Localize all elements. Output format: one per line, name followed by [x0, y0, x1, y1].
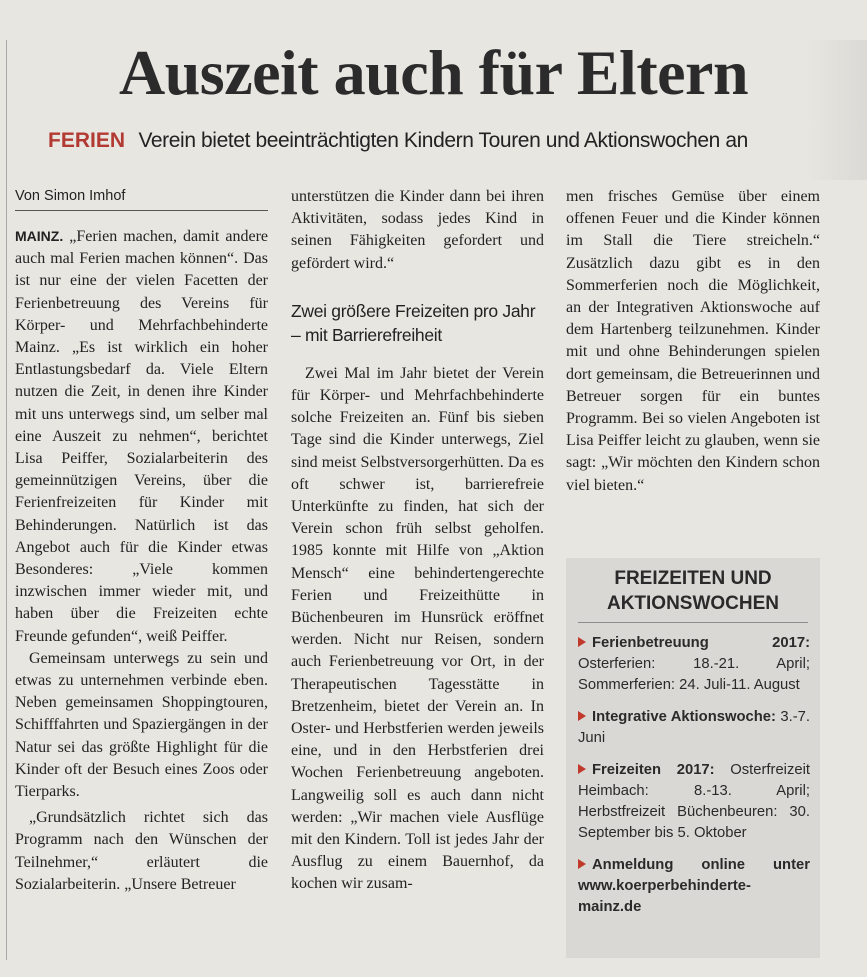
paragraph: Zwei Mal im Jahr bietet der Verein für Körper- und Mehrfachbehinderte solche Freizeiten an. Fünf bis sieben Tage sind die Kinder unterwegs, Ziel sind meist Selbstversorgerhütten. Da es oft schwer ist, barrierefreie Unterkünfte zu finden, hat sich der Verein schon früh selbst geholfen. 1985 konnte mit Hilfe von „Aktion Mensch“ eine behindertengerechte Ferien und Freizeithütte in Büchenbeuren im Hunsrück eröffnet werden. Nicht nur Reisen, sondern auch Ferienbetreuung vor Ort, in der Therapeutischen Tagesstätte in Bretzenheim, bietet der Verein an. In Oster- und Herbstferien werden jeweils eine, und in den Herbstferien drei Wochen Ferienbetreuung angeboten. Langweilig soll es auch dann nicht werden: „Wir machen viele Ausflüge mit den Kindern. Toll ist jedes Jahr der Ausflug zu einem Bauernhof, da kochen wir zusam-: [291, 364, 544, 893]
subheadline: Verein bietet beeinträchtigten Kindern Touren und Aktionswochen an: [138, 129, 748, 152]
info-item: [578, 855, 810, 918]
headline: Auszeit auch für Eltern: [118, 37, 749, 108]
info-item-text: 3.-7. Juni: [578, 709, 810, 746]
triangle-bullet-icon: [578, 764, 586, 774]
dateline: MAINZ.: [15, 228, 64, 244]
info-item-text: Osterfreizeit Heimbach: 8.-13. April; Herbstfreizeit Büchenbeuren: 30. September bis 5. Oktober: [578, 762, 810, 841]
info-item-text: Osterferien: 18.-21. April; Sommerferien: 24. Juli-11. August: [578, 656, 810, 693]
triangle-bullet-icon: [578, 637, 586, 647]
subheadline-row: [48, 127, 748, 155]
section-subhead: Zwei größere Freizeiten pro Jahr – mit Barrierefreiheit: [291, 300, 536, 345]
registration-link[interactable]: Anmeldung online unter www.koerperbehinderte-mainz.de: [578, 857, 810, 915]
paragraph: men frisches Gemüse über einem offenen Feuer und die Kinder können im Stall die Tiere streicheln.“ Zusätzlich dazu gibt es in den Sommerferien noch die Möglichkeit, an der Integrativen Aktionswoche auf dem Hartenberg teilzunehmen. Kinder mit und ohne Behinderungen spielen dort gemeinsam, die Betreuerinnen und Betreuer sorgen für ein buntes Programm. Bei so vielen Angeboten ist Lisa Peiffer leicht zu glauben, wenn sie sagt: „Wir möchten den Kindern schon viel bieten.“: [566, 188, 820, 494]
paragraph: unterstützen die Kinder dann bei ihren Aktivitäten, sodass jedes Kind in seinen Fähigkeiten gefordert und gefördert wird.“: [291, 188, 544, 272]
info-item: [578, 760, 810, 844]
kicker: FERIEN: [48, 129, 126, 152]
info-box-title: FREIZEITEN UND AKTIONSWOCHEN: [578, 558, 808, 623]
info-item-head: Freizeiten 2017:: [592, 762, 715, 778]
info-box-list: [566, 623, 820, 918]
article-column-1: [15, 186, 268, 896]
column-rule: [6, 40, 7, 960]
article-column-3: [566, 186, 820, 497]
triangle-bullet-icon: [578, 711, 586, 721]
info-box: [566, 558, 820, 958]
info-item-head: Ferienbetreuung 2017:: [592, 635, 810, 651]
paragraph: „Grundsätzlich richtet sich das Programm nach den Wünschen der Teilnehmer,“ erläutert die Sozialarbeiterin. „Unsere Betreuer: [15, 809, 268, 893]
info-item-head: Integrative Aktionswoche:: [592, 709, 776, 725]
paragraph: Gemeinsam unterwegs zu sein und etwas zu unternehmen verbinde eben. Neben gemeinsamen Shoppingtouren, Schifffahrten und Spaziergängen in der Natur sei das größte Highlight für die Kinder oft der Besuch eines Zoos oder Tierparks.: [15, 649, 268, 801]
byline: Von Simon Imhof: [15, 186, 268, 211]
info-item: [578, 707, 810, 749]
triangle-bullet-icon: [578, 859, 586, 869]
article-column-2: [291, 186, 544, 896]
paragraph: [15, 225, 268, 648]
paragraph-text: „Ferien machen, damit andere auch mal Ferien machen können“. Das ist nur eine der vielen Facetten der Ferienbetreuung des Vereins für Körper- und Mehrfachbehinderte Mainz. „Es ist wirklich ein hoher Entlastungsbedarf da. Viele Eltern nutzen die Zeit, in denen ihre Kinder mit uns unterwegs sind, um selber mal eine Auszeit zu nehmen“, berichtet Lisa Peiffer, Sozialarbeiterin des gemeinnützigen Vereins, über die Ferienfreizeiten für Kinder mit Behinderungen. Natürlich ist das Angebot auch für die Kinder etwas Besonderes: „Viele kommen inzwischen immer wieder mit, und haben über die Freizeiten echte Freunde gefunden“, weiß Peiffer.: [15, 228, 269, 645]
info-item: [578, 633, 810, 696]
